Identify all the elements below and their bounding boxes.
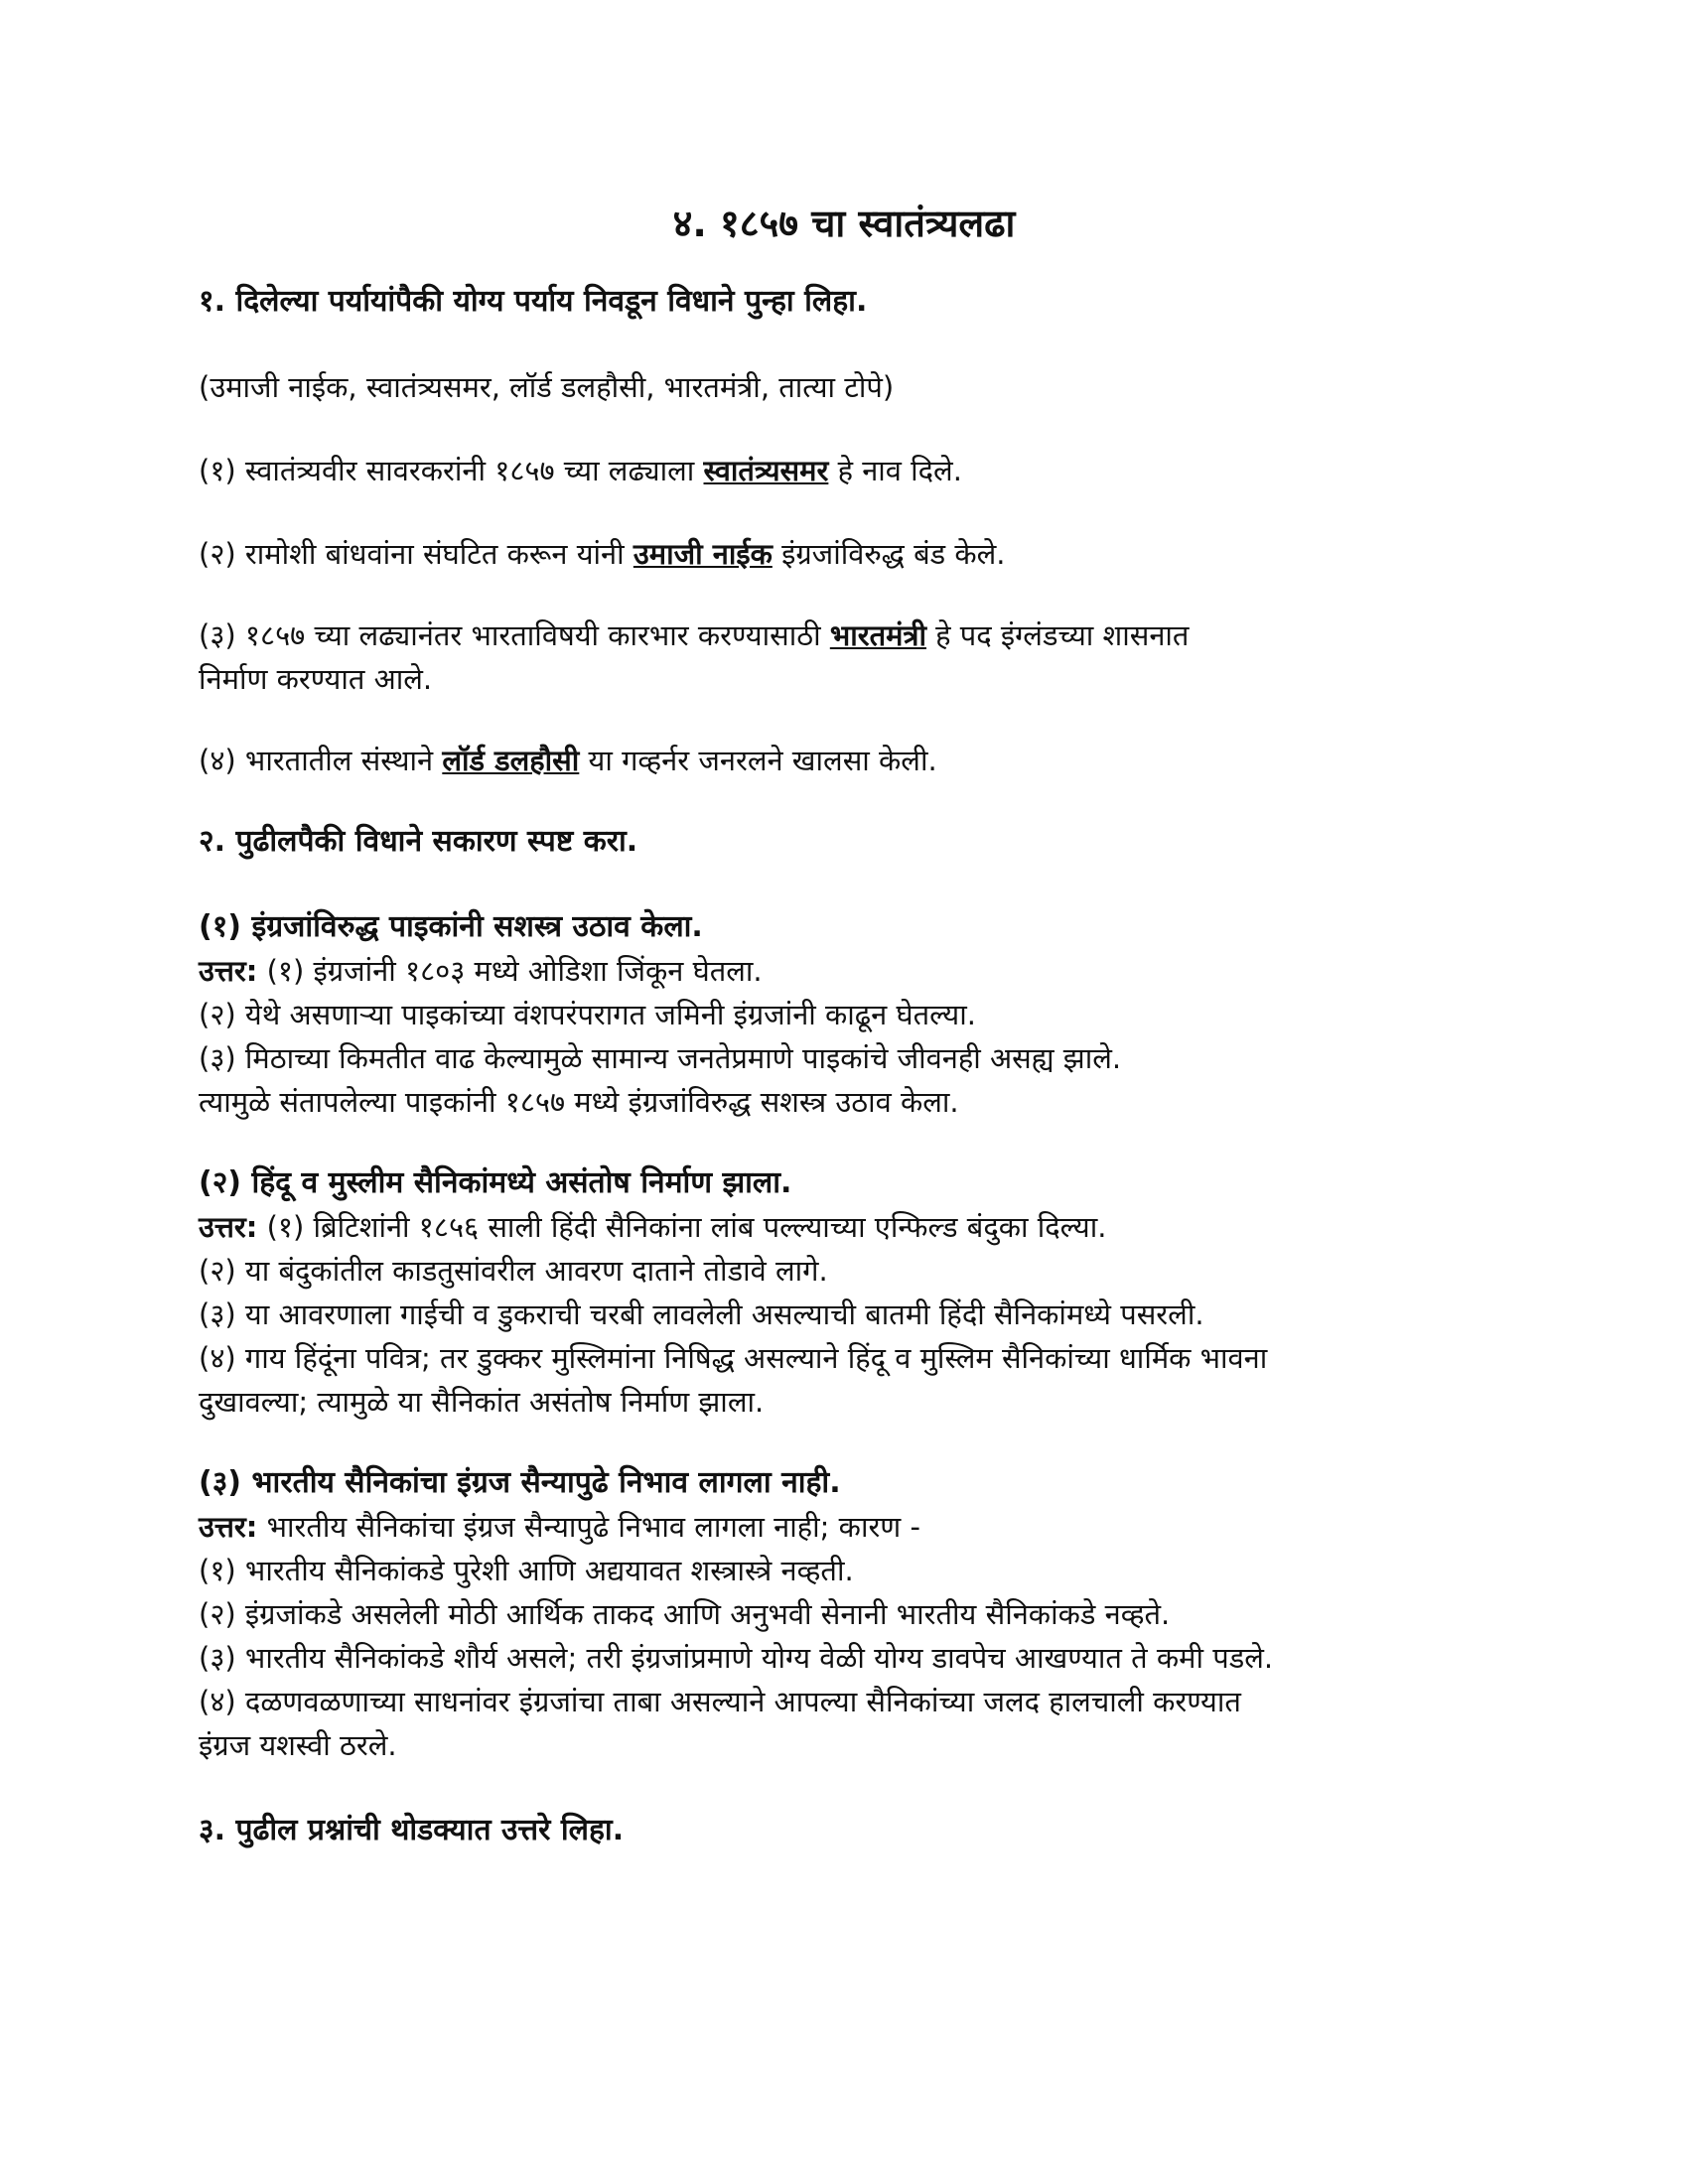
q2-part-1-heading: (१) इंग्रजांविरुद्ध पाइकांनी सशस्त्र उठाव केला. xyxy=(199,909,703,944)
q2-part-3-line-6: इंग्रज यशस्वी ठरले. xyxy=(199,1728,397,1762)
q2-part-3-first: भारतीय सैनिकांचा इंग्रज सैन्यापुढे निभाव लागला नाही; कारण - xyxy=(257,1510,920,1544)
q2-part-3-line-2: (१) भारतीय सैनिकांकडे पुरेशी आणि अद्ययावत शस्त्रास्त्रे नव्हती. xyxy=(199,1554,854,1587)
q2-part-2-answer-line xyxy=(199,1205,1106,1249)
answer-label: उत्तर: xyxy=(199,1510,258,1544)
q1-item-3-rest: हे पद इंग्लंडच्या शासनात xyxy=(925,618,1190,652)
q1-item-1 xyxy=(199,449,962,492)
q1-item-4-rest: या गव्हर्नर जनरलने खालसा केली. xyxy=(579,744,937,777)
q1-item-2 xyxy=(199,532,1006,576)
page-title: ४. १८५७ चा स्वातंत्र्यलढा xyxy=(672,202,1016,245)
q2-part-1-line-2: (२) येथे असणाऱ्या पाइकांच्या वंशपरंपरागत जमिनी इंग्रजांनी काढून घेतल्या. xyxy=(199,998,976,1031)
q2-part-2-first: (१) ब्रिटिशांनी १८५६ साली हिंदी सैनिकांना लांब पल्ल्याच्या एन्फिल्ड बंदुका दिल्या. xyxy=(257,1210,1107,1244)
q2-part-1-first: (१) इंग्रजांनी १८०३ मध्ये ओडिशा जिंकून घेतला. xyxy=(257,954,763,988)
answer-label: उत्तर: xyxy=(199,1210,258,1244)
q1-item-2-rest: इंग्रजांविरुद्ध बंड केले. xyxy=(772,537,1006,571)
q1-item-2-text: (२) रामोशी बांधवांना संघटित करून यांनी xyxy=(199,537,633,571)
q2-heading: २. पुढीलपैकी विधाने सकारण स्पष्ट करा. xyxy=(199,824,638,859)
q2-part-2-line-2: (२) या बंदुकांतील काडतुसांवरील आवरण दाताने तोडावे लागे. xyxy=(199,1254,828,1288)
q1-item-1-rest: हे नाव दिले. xyxy=(828,454,962,487)
q1-item-1-text: (१) स्वातंत्र्यवीर सावरकरांनी १८५७ च्या लढ्याला xyxy=(199,454,704,487)
q2-part-3-line-4: (३) भारतीय सैनिकांकडे शौर्य असले; तरी इंग्रजांप्रमाणे योग्य वेळी योग्य डावपेच आखण्यात ते कमी पडले. xyxy=(199,1641,1274,1675)
q2-part-1-line-3: (३) मिठाच्या किमतीत वाढ केल्यामुळे सामान्य जनतेप्रमाणे पाइकांचे जीवनही असह्य झाले. xyxy=(199,1041,1122,1075)
q1-heading: १. दिलेल्या पर्यायांपैकी योग्य पर्याय निवडून विधाने पुन्हा लिहा. xyxy=(199,284,868,319)
q2-part-2-heading: (२) हिंदू व मुस्लीम सैनिकांमध्ये असंतोष निर्माण झाला. xyxy=(199,1165,792,1200)
q1-item-3-text: (३) १८५७ च्या लढ्यानंतर भारताविषयी कारभार करण्यासाठी xyxy=(199,618,830,652)
q2-part-2-line-4: (४) गाय हिंदूंना पवित्र; तर डुक्कर मुस्लिमांना निषिद्ध असल्याने हिंदू व मुस्लिम सैनिकांच्या धार्मिक भावना xyxy=(199,1341,1268,1375)
q2-part-3-line-3: (२) इंग्रजांकडे असलेली मोठी आर्थिक ताकद आणि अनुभवी सेनानी भारतीय सैनिकांकडे नव्हते. xyxy=(199,1597,1171,1631)
q2-part-1-answer-line xyxy=(199,949,763,993)
q2-part-3-line-5: (४) दळणवळणाच्या साधनांवर इंग्रजांचा ताबा असल्याने आपल्या सैनिकांच्या जलद हालचाली करण्यात xyxy=(199,1685,1241,1718)
q1-item-3-continued: निर्माण करण्यात आले. xyxy=(199,662,433,696)
q2-part-3-heading: (३) भारतीय सैनिकांचा इंग्रज सैन्यापुढे निभाव लागला नाही. xyxy=(199,1465,841,1500)
q2-part-2-line-3: (३) या आवरणाला गाईची व डुकराची चरबी लावलेली असल्याची बातमी हिंदी सैनिकांमध्ये पसरली. xyxy=(199,1297,1204,1331)
q2-part-1-line-4: त्यामुळे संतापलेल्या पाइकांनी १८५७ मध्ये इंग्रजांविरुद्ध सशस्त्र उठाव केला. xyxy=(199,1085,959,1119)
q1-item-4-answer: लॉर्ड डलहौसी xyxy=(442,744,580,777)
q1-item-3-answer: भारतमंत्री xyxy=(829,618,926,652)
q1-options: (उमाजी नाईक, स्वातंत्र्यसमर, लॉर्ड डलहौसी, भारतमंत्री, तात्या टोपे) xyxy=(199,370,895,404)
q2-part-3-answer-line xyxy=(199,1505,920,1549)
q3-heading: ३. पुढील प्रश्नांची थोडक्यात उत्तरे लिहा. xyxy=(199,1813,625,1847)
q1-item-2-answer: उमाजी नाईक xyxy=(633,537,773,571)
answer-label: उत्तर: xyxy=(199,954,258,988)
q2-part-2-line-5: दुखावल्या; त्यामुळे या सैनिकांत असंतोष निर्माण झाला. xyxy=(199,1385,765,1419)
q1-item-1-answer: स्वातंत्र्यसमर xyxy=(703,454,829,487)
q1-item-3 xyxy=(199,614,1189,657)
q1-item-4-text: (४) भारतातील संस्थाने xyxy=(199,744,443,777)
q1-item-4 xyxy=(199,739,937,782)
